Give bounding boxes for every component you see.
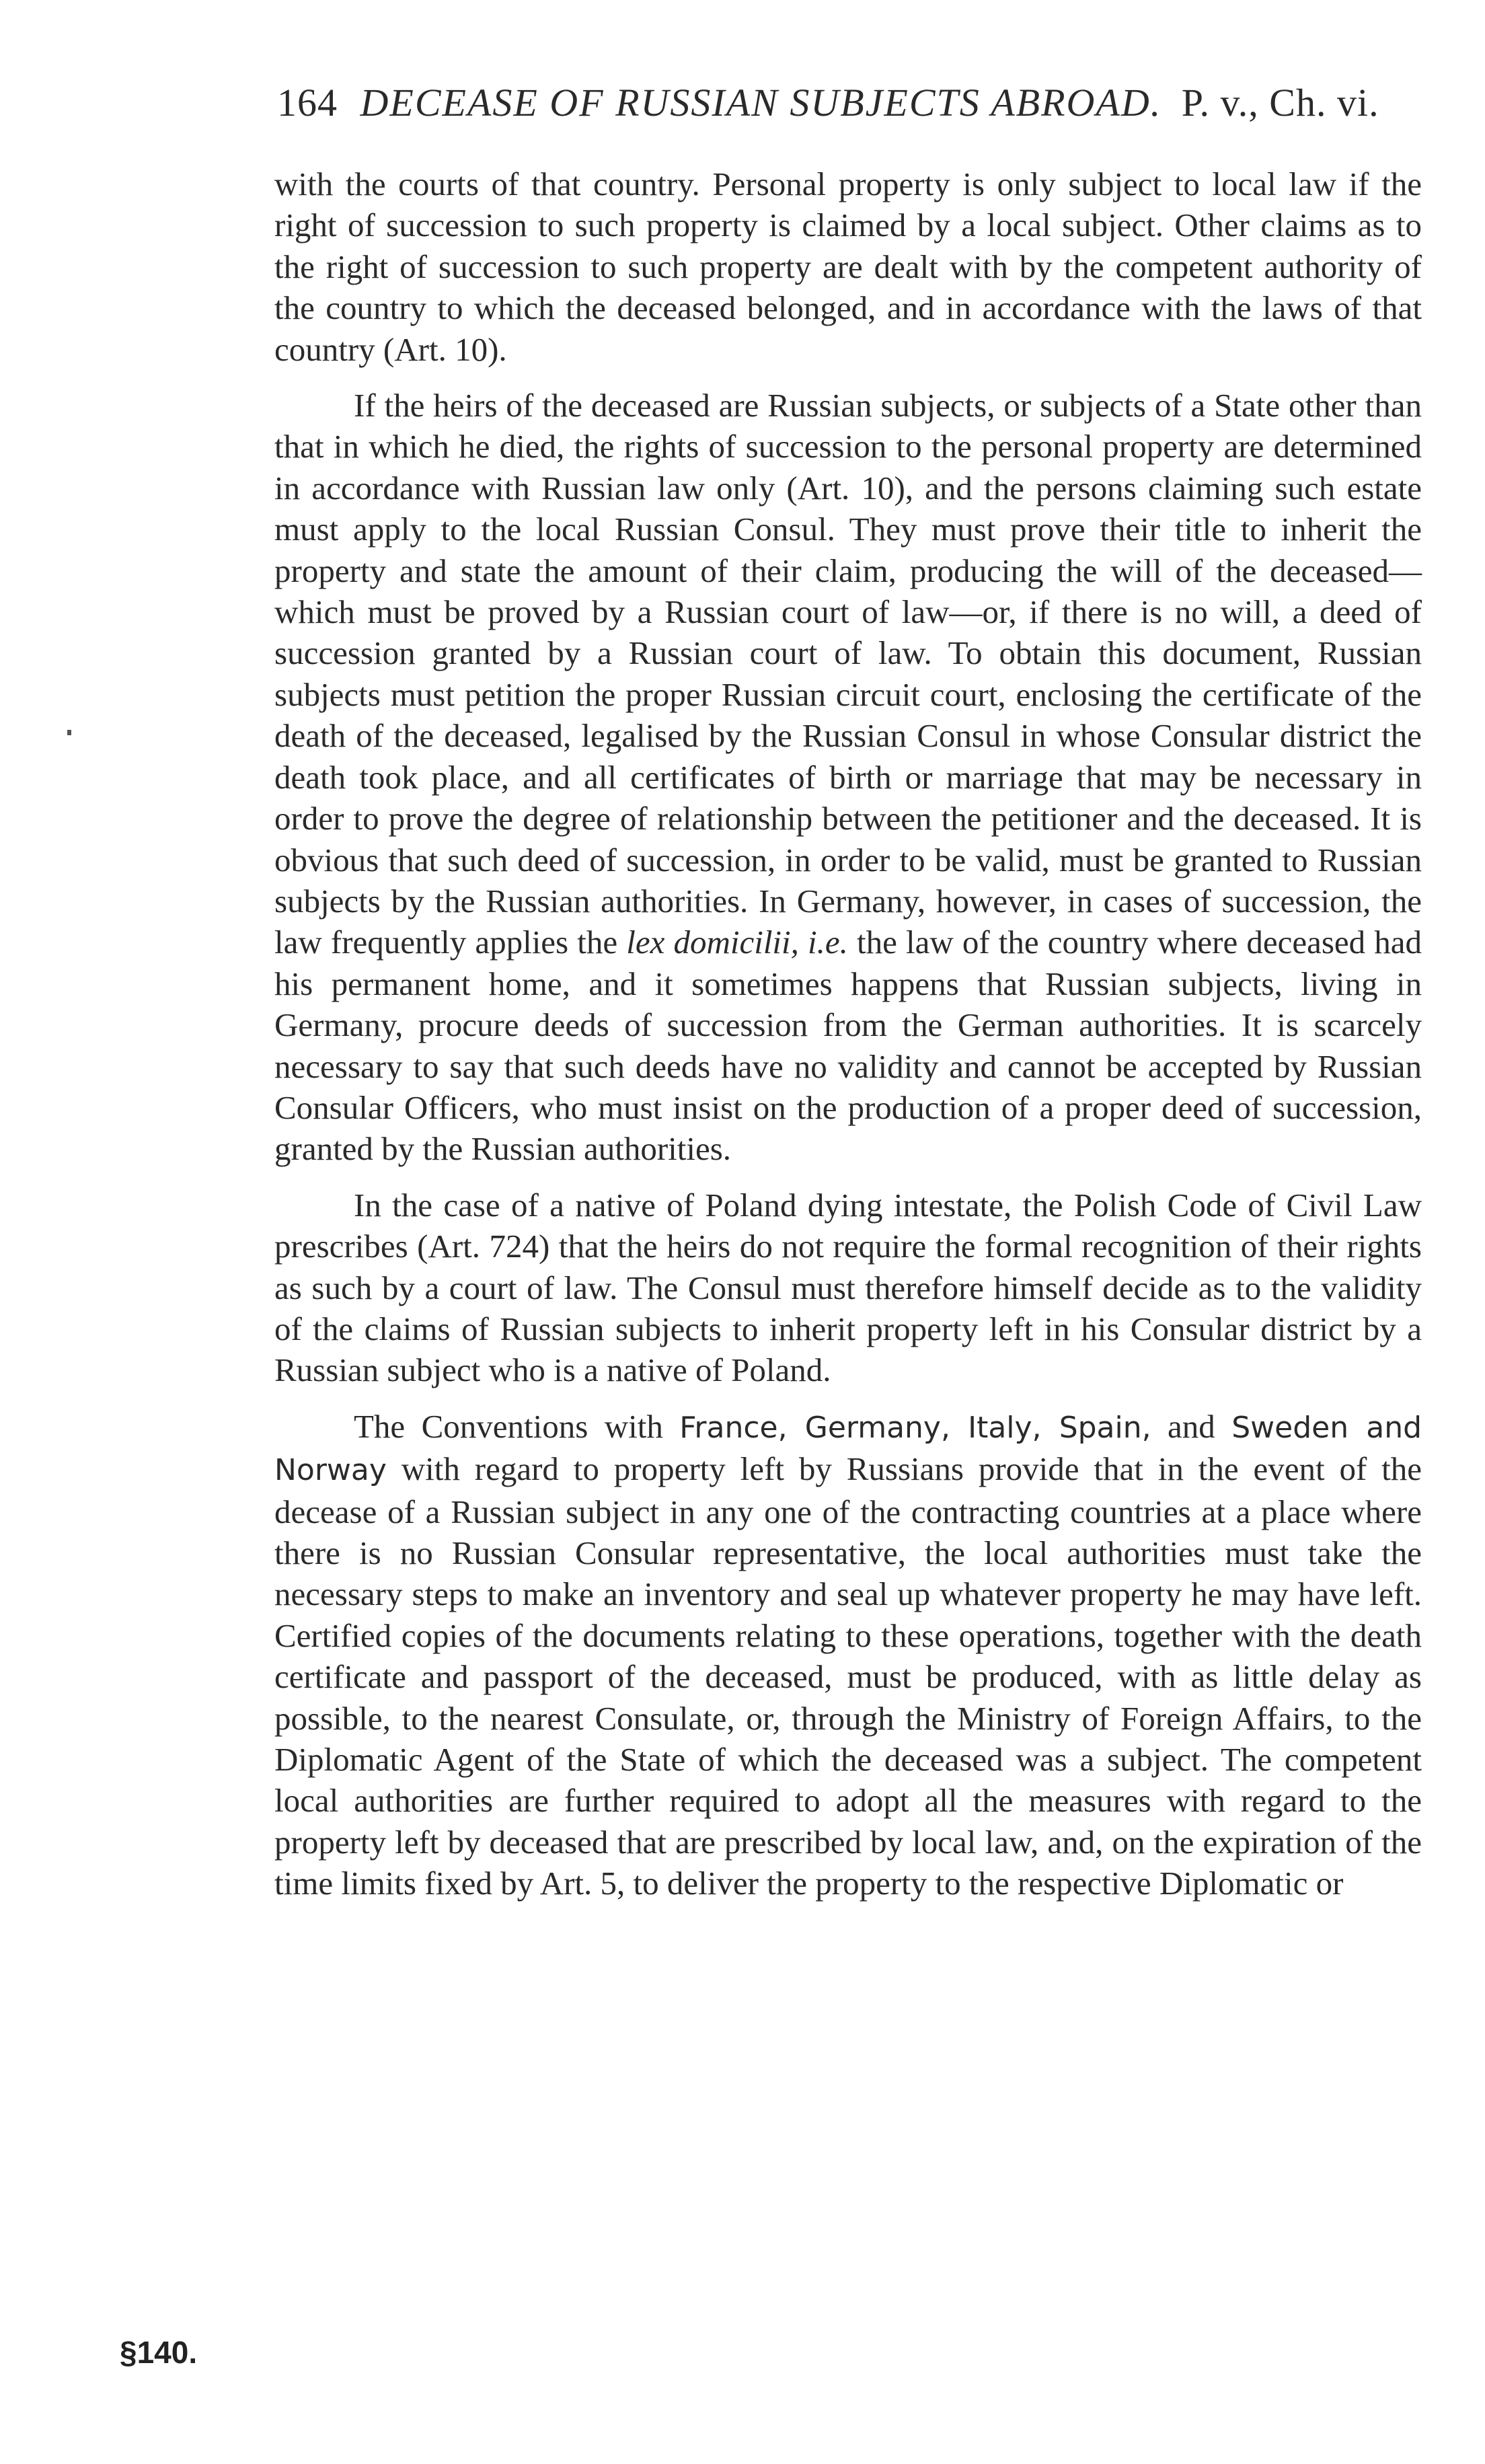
paragraph-2-continuation: the law of the country where deceased had his permanent home, and it sometimes happens that Russian subjects, living in Germany, procure deeds of succession from the German authorities. It is scarcely necessary to say that such deeds have no validity and cannot be accepted by Russian Consular Officers, who must insist on the production of a proper deed of succession, granted by the Russian authorities. [274, 924, 1422, 1168]
paragraph-1: with the courts of that country. Personal property is only subject to local law if the right of succession to such property is claimed by a local subject. Other claims as to the right of succession to such property are dealt with by the competent authority of the country to which the deceased belonged, and in accordance with the laws of that country (Art. 10). [274, 165, 1422, 368]
conjunction: and [1168, 1407, 1215, 1445]
paragraph-4-text: with regard to property left by Russians provide that in the event of the decease of a Russian subject in any one of the contracting countries at a place where there is no Russian Consular representative, the local authorities must take the necessary steps to make an inventory and seal up whatever property he may have left. Certified copies of the documents relating to these operations, together with the death certificate and passport of the deceased, must be produced, with as little delay as possible, to the nearest Consulate, or, through the Ministry of Foreign Affairs, to the Diplomatic Agent of the State of which the deceased was a subject. The competent local authorities are further required to adopt all the measures with regard to the property left by deceased that are prescribed by local law, and, on the expiration of the time limits fixed by Art. 5, to deliver the property to the respective Diplomatic or [274, 1450, 1422, 1902]
paragraph-4 [274, 1406, 1422, 1904]
latin-term: lex domicilii, i.e. [626, 924, 848, 961]
part-chapter-ref: P. v., Ch. vi. [1181, 81, 1379, 124]
margin-mark [67, 730, 71, 735]
section-marker: §140. [120, 2335, 198, 2370]
countries-list-b: Sweden and Norway [274, 1410, 1422, 1488]
chapter-title: DECEASE OF RUSSIAN SUBJECTS ABROAD. [360, 81, 1162, 124]
running-header [277, 79, 1420, 126]
paragraph-3: In the case of a native of Poland dying intestate, the Polish Code of Civil Law prescribes (Art. 724) that the heirs do not require the formal recognition of their rights as such by a court of law. The Consul must therefore himself decide as to the validity of the claims of Russian subjects to inherit property left in his Consular district by a Russian subject who is a native of Poland. [274, 1186, 1422, 1389]
paragraph-4-lead: The Conventions with [354, 1407, 663, 1445]
countries-list-a: France, Germany, Italy, Spain, [679, 1410, 1151, 1445]
paragraph-2 [274, 385, 1422, 1170]
paragraph-2-text: If the heirs of the deceased are Russian subjects, or subjects of a State other than that in which he died, the rights of succession to the personal property are determined in accordance with Russian law only (Art. 10), and the persons claiming such estate must apply to the local Russian Consul. They must prove their title to inherit the property and state the amount of their claim, producing the will of the deceased—which must be proved by a Russian court of law—or, if there is no will, a deed of succession granted by a Russian court of law. To obtain this document, Russian subjects must petition the proper Russian circuit court, enclosing the certificate of the death of the deceased, legalised by the Russian Consul in whose Consular district the death took place, and all certificates of birth or marriage that may be necessary in order to prove the degree of relationship between the petitioner and the deceased. It is obvious that such deed of succession, in order to be valid, must be granted to Russian subjects by the Russian authorities. In Germany, however, in cases of succession, the law frequently applies the [274, 387, 1422, 961]
page-number: 164 [277, 81, 338, 124]
page-body [274, 163, 1422, 1919]
